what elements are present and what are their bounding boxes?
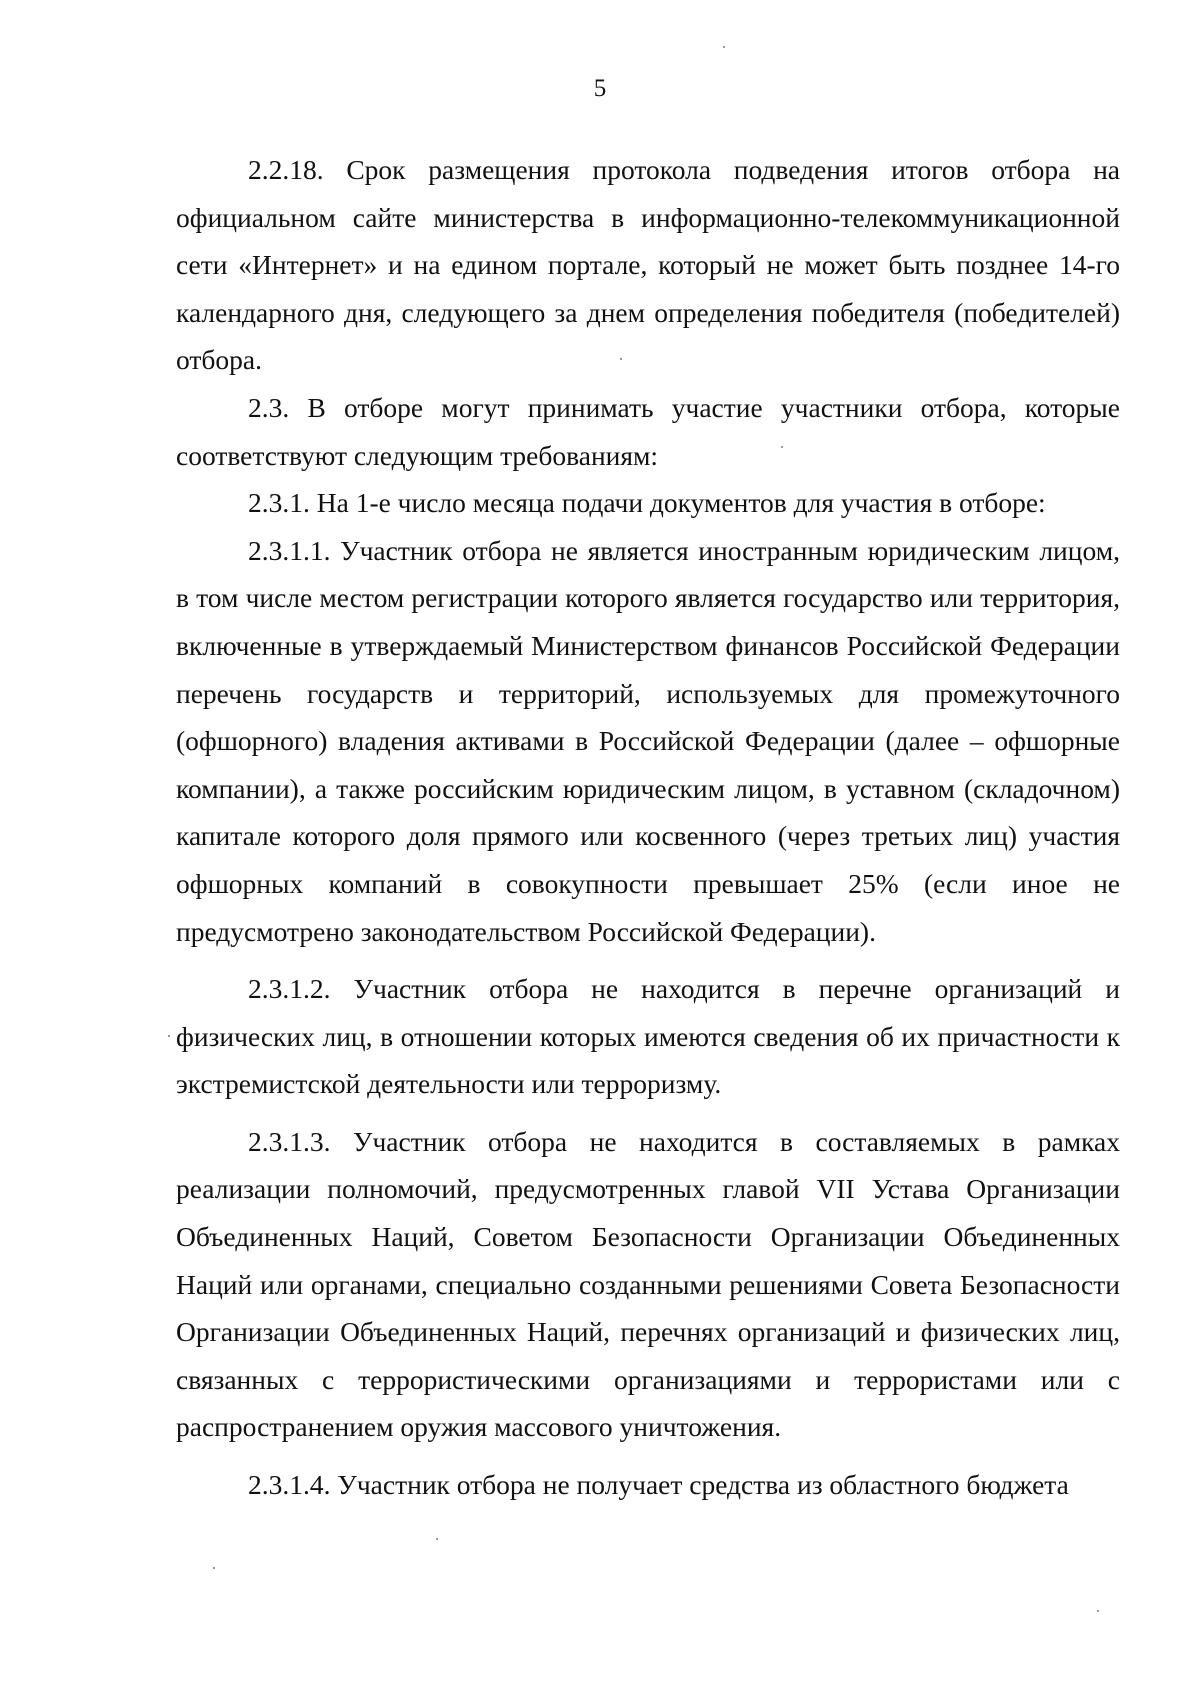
scan-speck (620, 358, 622, 360)
document-body (176, 146, 1120, 1509)
scan-speck (1097, 1610, 1099, 1612)
scan-speck (213, 1567, 215, 1569)
page-number: 5 (593, 75, 607, 102)
scan-speck (436, 1538, 438, 1540)
paragraph-2-3-1-2: 2.3.1.2. Участник отбора не находится в перечне организаций и физических лиц, в отношении которых имеются сведения об их причастности к экстремистской деятельности или терроризму. (176, 973, 1120, 1100)
paragraph-2-2-18: 2.2.18. Срок размещения протокола подведения итогов отбора на официальном сайте министерства в информационно-телекоммуникационной сети «Интернет» и на едином портале, который не может быть позднее 14-го календарного дня, следующего за днем определения победителя (победителей) отбора. (176, 154, 1120, 376)
scan-speck (781, 446, 783, 448)
scan-speck (723, 46, 725, 48)
paragraph-2-3-1: 2.3.1. На 1-е число месяца подачи документов для участия в отборе: (248, 487, 1046, 519)
paragraph-2-3-1-3: 2.3.1.3. Участник отбора не находится в составляемых в рамках реализации полномочий, предусмотренных главой VII Устава Организации Объединенных Наций, Советом Безопасности Организации Объединенных Наций или органами, специально созданными решениями Совета Безопасности Организации Объединенных Наций, перечнях организаций и физических лиц, связанных с террористическими организациями и террористами или с распространением оружия массового уничтожения. (176, 1125, 1120, 1443)
paragraph-2-3-1-1: 2.3.1.1. Участник отбора не является иностранным юридическим лицом, в том числе местом регистрации которого является государство или территория, включенные в утверждаемый Министерством финансов Российской Федерации перечень государств и территорий, используемых для промежуточного (офшорного) владения активами в Российской Федерации (далее – офшорные компании), а также российским юридическим лицом, в уставном (складочном) капитале которого доля прямого или косвенного (через третьих лиц) участия офшорных компаний в совокупности превышает 25% (если иное не предусмотрено законодательством Российской Федерации). (176, 534, 1120, 947)
paragraph-2-3: 2.3. В отборе могут принимать участие участники отбора, которые соответствуют следующим требованиям: (176, 391, 1120, 471)
scan-speck (168, 1035, 170, 1037)
paragraph-2-3-1-4: 2.3.1.4. Участник отбора не получает средства из областного бюджета (248, 1469, 1069, 1501)
